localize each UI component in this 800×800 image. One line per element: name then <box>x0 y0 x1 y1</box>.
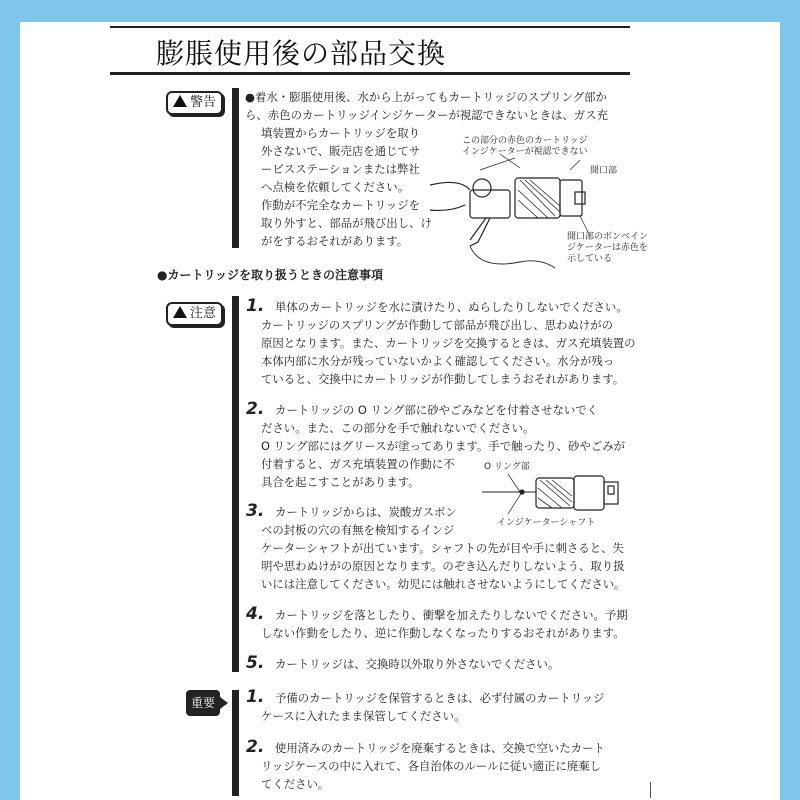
caution-bar <box>232 296 239 672</box>
caution-line: しない作動をしたり、逆に作動しなくなったりするおそれがあります。 <box>261 626 625 640</box>
caution-line: 明や思わぬけがの原因となります。のぞき込んだりしないよう、取り扱 <box>261 559 625 573</box>
item-number: 1. <box>246 296 265 316</box>
item-number: 1. <box>246 687 265 707</box>
warning-line: へ点検を依頼してください。 <box>261 180 410 194</box>
caution-label: 注意 <box>190 306 217 321</box>
caution-line: ベの封板の穴の有無を検知するインジ <box>261 523 455 537</box>
warning-line: ら、赤色のカートリッジインジケーターが視認できないときは、ガス充 <box>245 108 608 122</box>
caution-line: カートリッジの O リング部に砂やごみなどを付着させないでく <box>275 403 599 417</box>
important-badge <box>186 690 220 716</box>
item-number: 5. <box>246 653 265 673</box>
caution-line: いには注意してください。幼児には触れさせないようにしてください。 <box>261 577 626 591</box>
inflator-illustration <box>420 150 620 290</box>
caution-line: ていると、交換中にカートリッジが作動してしまうおそれがあります。 <box>261 372 625 386</box>
page-marker <box>650 782 651 798</box>
cartridge-illustration <box>478 468 628 518</box>
item-number: 4. <box>246 604 265 624</box>
important-line: 使用済みのカートリッジを廃棄するときは、交換で空いたカート <box>275 741 605 755</box>
warning-badge <box>166 91 223 115</box>
important-bar <box>232 690 239 796</box>
caution-line: O リング部にはグリースが塗ってあります。手で触ったり、砂やごみが <box>261 439 625 453</box>
warning-bar <box>232 88 239 248</box>
top-border <box>0 0 800 22</box>
caution-triangle-icon <box>173 306 187 318</box>
caution-line: カートリッジを落としたり、衝撃を加えたりしないでください。予期 <box>275 608 628 622</box>
important-line: てください。 <box>261 777 330 791</box>
caution-line: カートリッジは、交換時以外取り外さないでください。 <box>275 657 560 671</box>
warning-line: 外さないで、販売店を通じてサ <box>261 144 421 158</box>
caution-line: 単体のカートリッジを水に漬けたり、ぬらしたりしないでください。 <box>275 300 628 314</box>
important-label: 重要 <box>190 696 215 710</box>
figure-caption: この部分の赤色のカートリッジ インジケーターが視認できない <box>462 136 588 157</box>
caution-line: カートリッジのスプリングが作動して部品が飛び出し、思わぬけがの <box>261 318 613 332</box>
caution-line: カートリッジからは、炭酸ガスボン <box>275 505 457 519</box>
section-heading: ●カートリッジを取り扱うときの注意事項 <box>157 268 383 282</box>
caution-line: ださい。また、この部分を手で触れないでください。 <box>261 421 535 435</box>
figure-caption: 開口部のボンベイン ジケーターは赤色を 示している <box>567 232 649 264</box>
item-number: 2. <box>246 737 265 757</box>
caution-line: 原因となります。また、カートリッジを交換するときは、ガス充填装置の <box>261 336 636 350</box>
page-title: 膨脹使用後の部品交換 <box>156 37 447 70</box>
warning-line: 取り外すと、部品が飛び出し、け <box>261 216 432 230</box>
warning-label: 警告 <box>190 95 217 110</box>
caution-line: 具合を起こすことがあります。 <box>261 475 420 489</box>
warning-line: ●着水・膨脹使用後、水から上がってもカートリッジのスプリング部か <box>245 90 607 104</box>
important-line: リッジケースの中に入れて、各自治体のルールに従い適正に廃棄し <box>261 759 602 773</box>
warning-triangle-icon <box>173 95 187 107</box>
warning-line: ービスステーションまたは弊社 <box>261 162 420 176</box>
title-bar <box>110 26 630 75</box>
caution-line: 本体内部に水分が残っていないかよく確認してください。水分が残っ <box>261 354 615 368</box>
warning-line: がをするおそれがあります。 <box>261 234 409 248</box>
figure-caption: O リング部 <box>484 462 530 472</box>
right-border <box>780 0 800 800</box>
warning-line: 填装置からカートリッジを取り <box>261 126 421 140</box>
caution-badge <box>166 302 223 326</box>
left-border <box>0 0 20 800</box>
caution-line: ケーターシャフトが出ています。シャフトの先が目や手に刺さると、失 <box>261 541 624 555</box>
figure-caption: インジケーターシャフト <box>497 518 596 528</box>
important-line: ケースに入れたまま保管してください。 <box>261 709 466 723</box>
caution-line: 付着すると、ガス充填装置の作動に不 <box>261 457 455 471</box>
figure-caption: 開口部 <box>590 166 618 176</box>
item-number: 3. <box>246 501 265 521</box>
warning-line: 作動が不完全なカートリッジを <box>261 198 421 212</box>
item-number: 2. <box>246 399 265 419</box>
important-line: 予備のカートリッジを保管するときは、必ず付属のカートリッジ <box>275 691 605 705</box>
